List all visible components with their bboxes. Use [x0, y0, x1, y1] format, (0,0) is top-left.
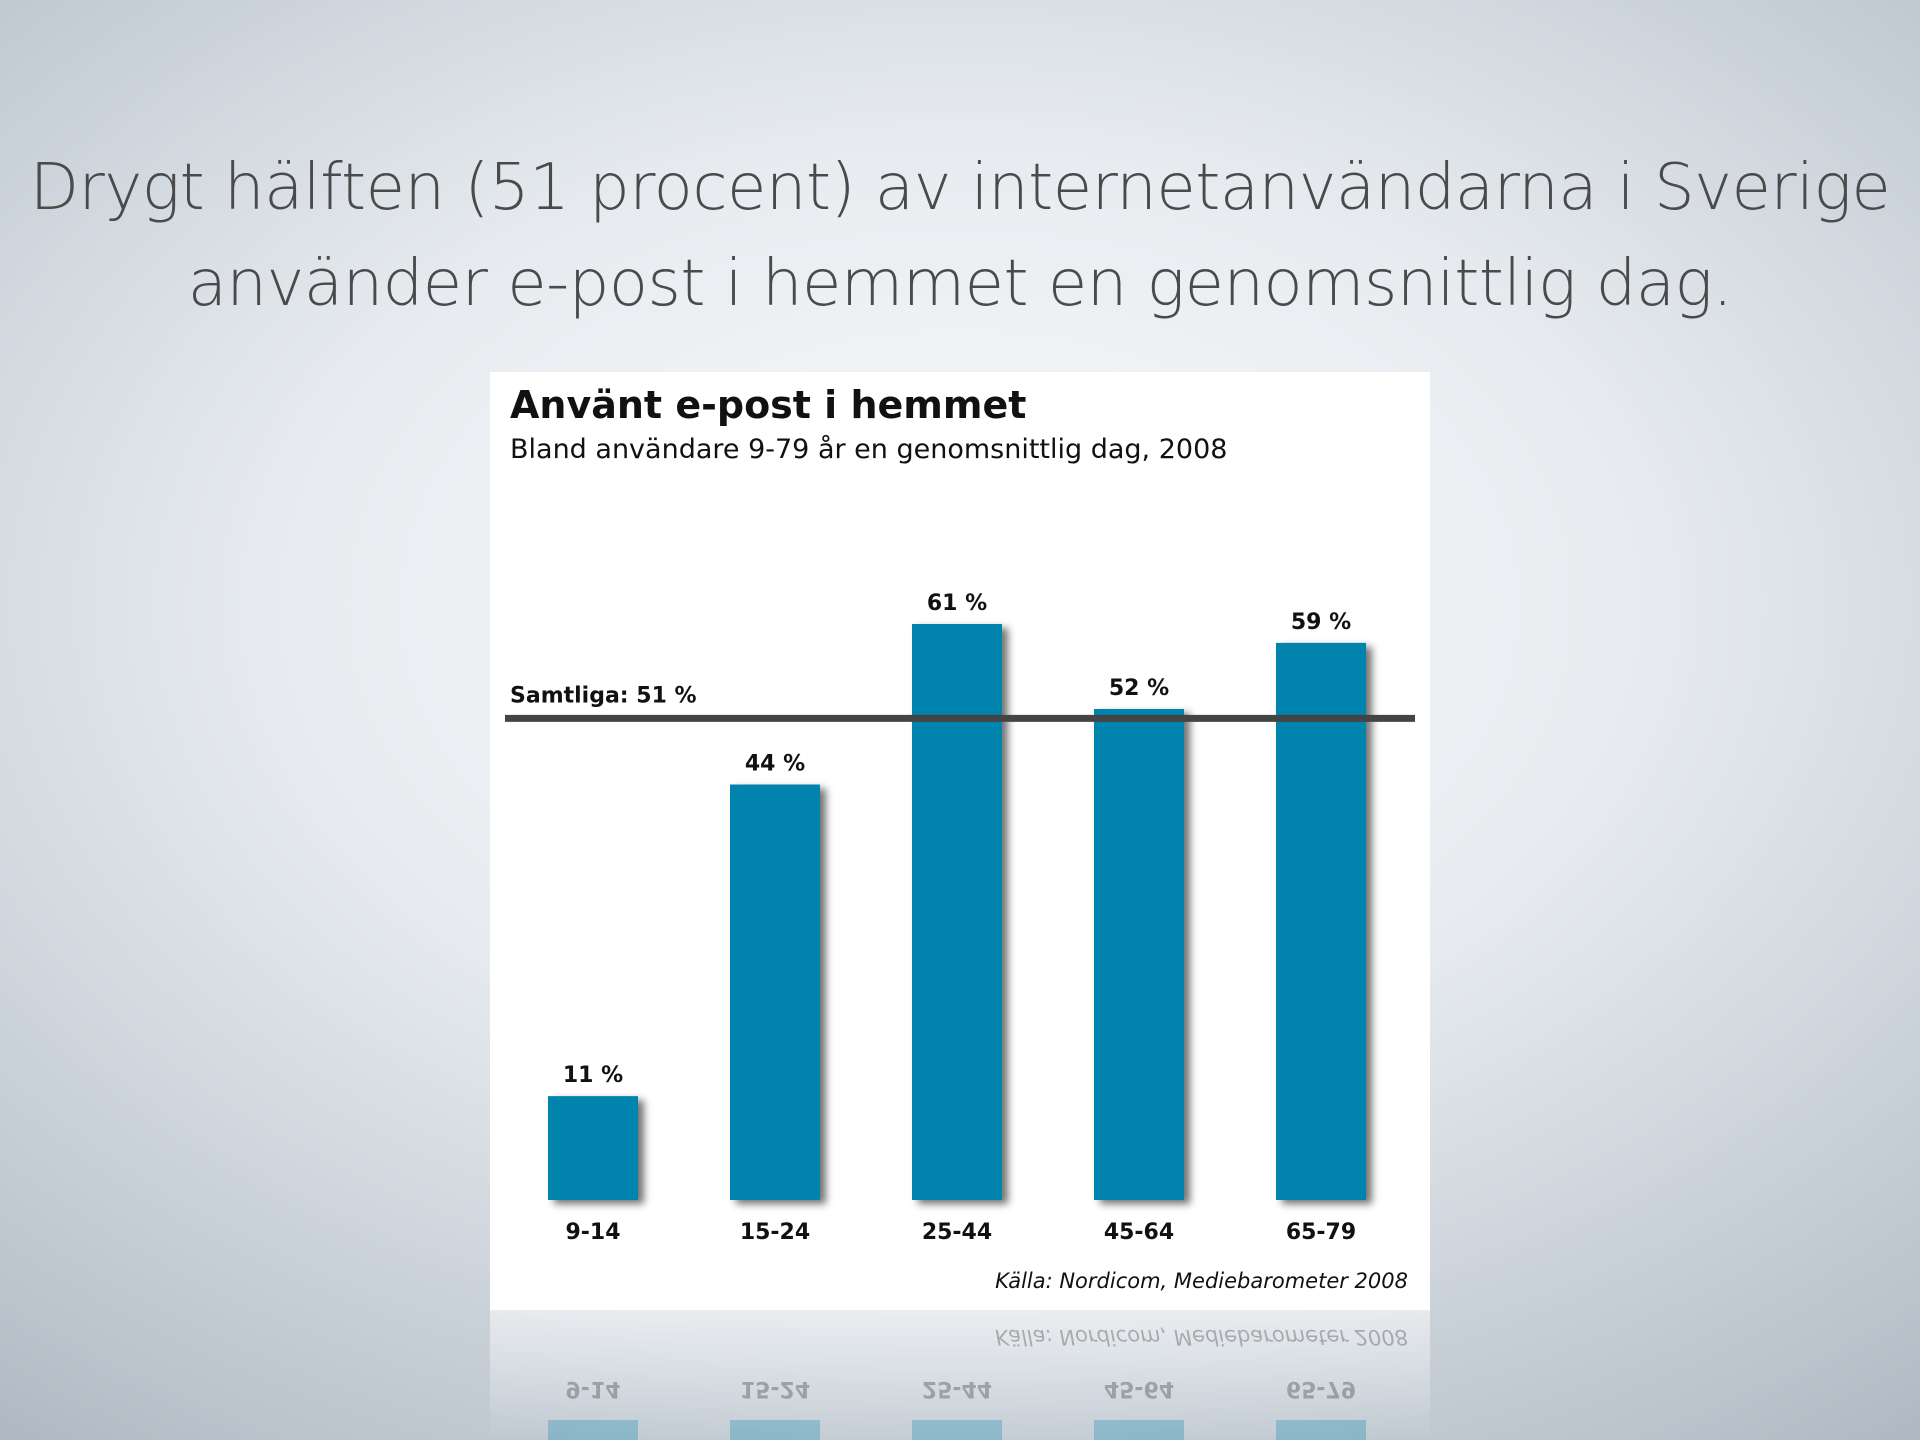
- chart-title: Använt e-post i hemmet: [510, 383, 1027, 427]
- reflection-source: Källa: Nordicom, Mediebarometer 2008: [995, 1325, 1408, 1349]
- bar-25-44: [912, 624, 1002, 1200]
- chart-reflection: [490, 1310, 1430, 1440]
- x-tick-label-45-64: 45-64: [1103, 1220, 1175, 1245]
- bar-45-64: [1094, 709, 1184, 1200]
- reflection-layer: [548, 1325, 1408, 1440]
- bar-65-79: [1276, 643, 1366, 1200]
- value-label-9-14: 11 %: [562, 1063, 624, 1089]
- reflection-svg: [490, 1310, 1430, 1440]
- slide-title-line-1: Drygt hälften (51 procent) av internetanvändarna i Sverige: [29, 151, 1891, 225]
- slide-title-line-2: använder e-post i hemmet en genomsnittlig dag.: [187, 247, 1733, 321]
- reflection-label-25-44: 25-44: [921, 1376, 993, 1401]
- x-tick-label-9-14: 9-14: [565, 1220, 621, 1245]
- bar-9-14: [548, 1096, 638, 1200]
- x-tick-label-25-44: 25-44: [921, 1220, 993, 1245]
- slide-title: [0, 140, 1920, 332]
- value-label-15-24: 44 %: [744, 751, 806, 777]
- reflection-label-15-24: 15-24: [739, 1376, 811, 1401]
- chart-panel: [490, 372, 1430, 1310]
- reflection-bar-45-64: [1094, 1420, 1184, 1440]
- reflection-bar-15-24: [730, 1420, 820, 1440]
- reference-label: Samtliga: 51 %: [510, 683, 697, 709]
- reflection-label-65-79: 65-79: [1285, 1376, 1357, 1401]
- value-label-65-79: 59 %: [1290, 609, 1352, 635]
- reflection-label-45-64: 45-64: [1103, 1376, 1175, 1401]
- reflection-bar-65-79: [1276, 1420, 1366, 1440]
- reflection-bar-25-44: [912, 1420, 1002, 1440]
- reflection-label-9-14: 9-14: [565, 1376, 621, 1401]
- reflection-bar-9-14: [548, 1420, 638, 1440]
- chart-source: Källa: Nordicom, Mediebarometer 2008: [995, 1269, 1408, 1293]
- x-tick-label-15-24: 15-24: [739, 1220, 811, 1245]
- bar-15-24: [730, 785, 820, 1200]
- bar-chart: [490, 372, 1430, 1310]
- chart-subtitle: Bland användare 9-79 år en genomsnittlig dag, 2008: [510, 434, 1228, 465]
- x-tick-label-65-79: 65-79: [1285, 1220, 1357, 1245]
- value-label-25-44: 61 %: [926, 590, 988, 616]
- value-label-45-64: 52 %: [1108, 675, 1170, 701]
- bars-layer: [548, 624, 1366, 1200]
